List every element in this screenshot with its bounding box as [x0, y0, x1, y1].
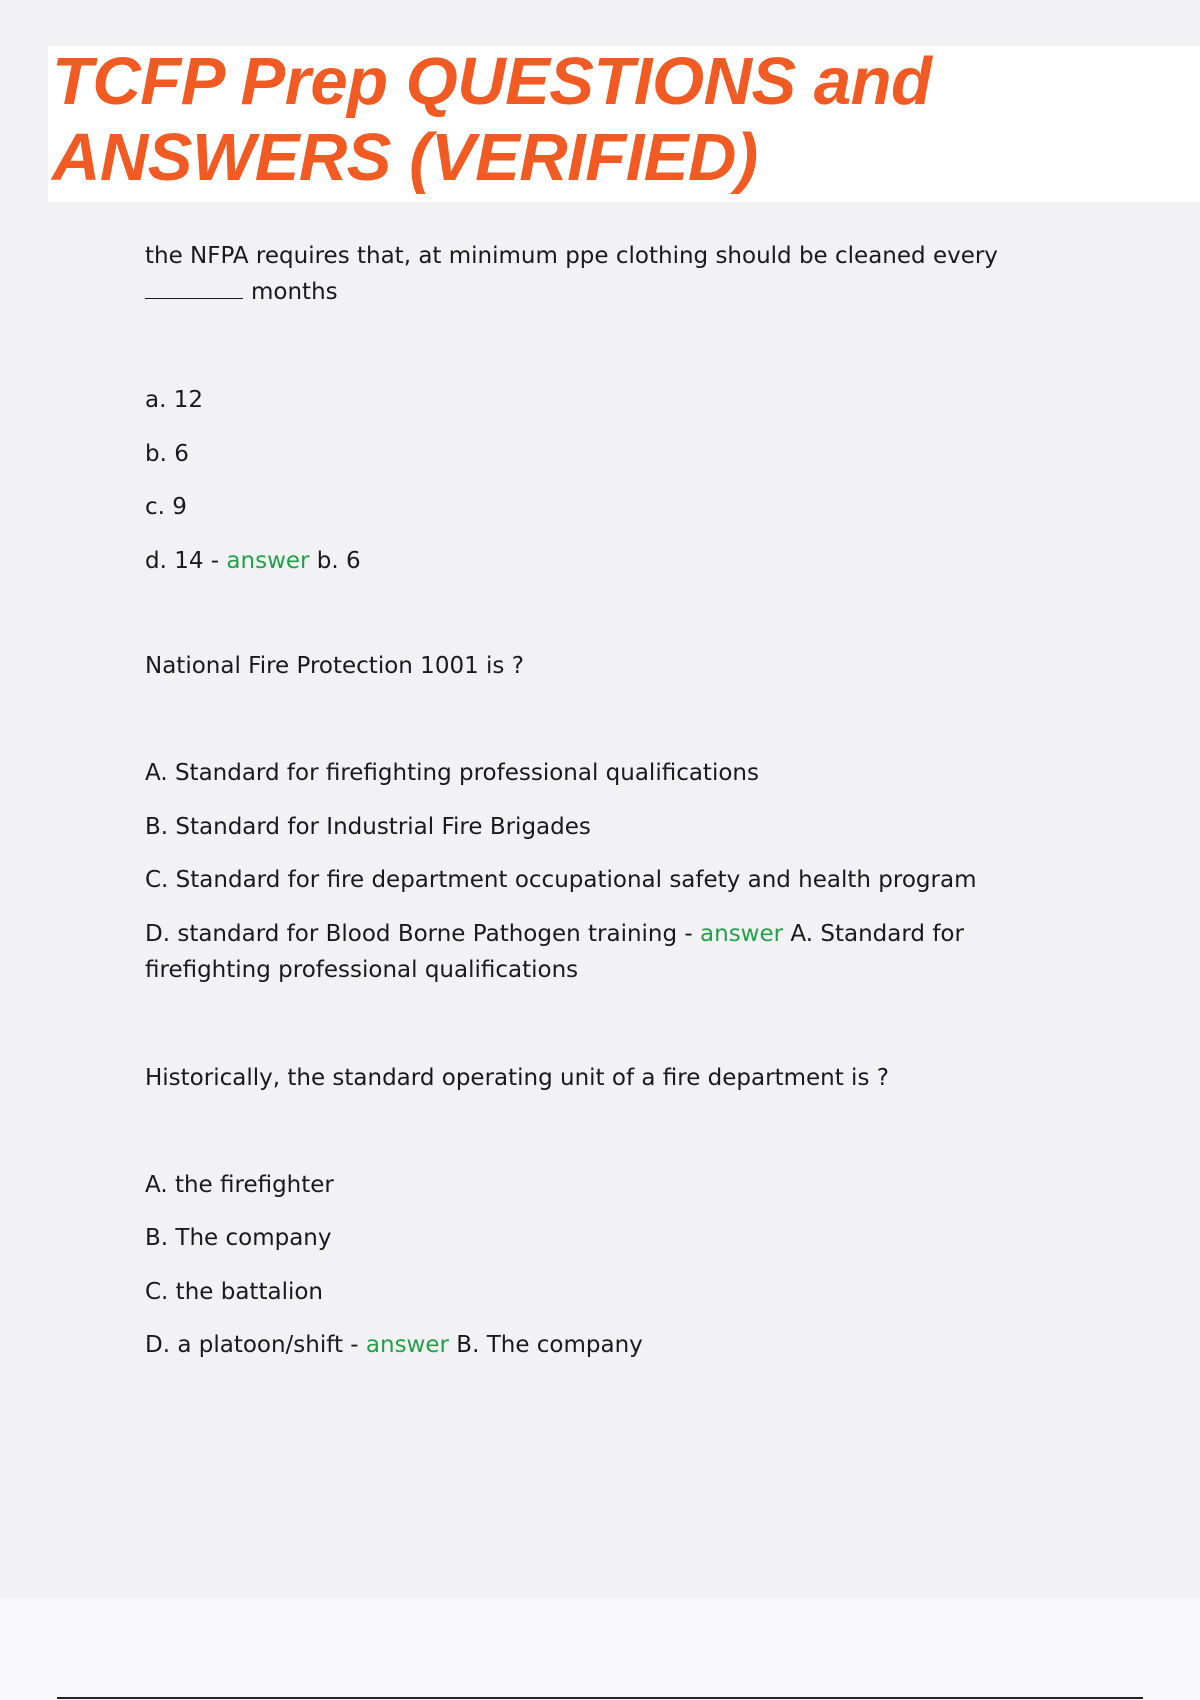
question-1-answer-text: b. 6 [309, 548, 361, 574]
answer-label: answer [700, 921, 784, 947]
question-3-option-a: A. the firefighter [145, 1172, 334, 1198]
fill-in-blank-line [145, 276, 243, 299]
question-3-option-b: B. The company [145, 1225, 332, 1251]
answer-label: answer [226, 548, 310, 574]
document-title-line-2: ANSWERS (VERIFIED) [52, 120, 758, 195]
question-1-prompt [145, 238, 1005, 310]
question-3-option-c: C. the battalion [145, 1279, 323, 1305]
question-3-answer-text: B. The company [448, 1332, 643, 1358]
question-2-option-b: B. Standard for Industrial Fire Brigades [145, 814, 591, 840]
question-2-option-a: A. Standard for firefighting professional qualifications [145, 760, 759, 786]
question-2-option-c: C. Standard for fire department occupational safety and health program [145, 867, 977, 893]
question-1-option-b: b. 6 [145, 441, 189, 467]
page-divider [57, 1697, 1143, 1699]
document-title-line-1: TCFP Prep QUESTIONS and [52, 44, 932, 119]
question-2-option-d [145, 916, 1005, 988]
page-bottom-area [0, 1598, 1200, 1700]
question-3-prompt: Historically, the standard operating unit of a fire department is ? [145, 1065, 889, 1091]
answer-label: answer [365, 1332, 449, 1358]
question-1-prompt-line-1: the NFPA requires that, at minimum ppe clothing should be cleaned every [145, 243, 998, 269]
question-2-prompt: National Fire Protection 1001 is ? [145, 653, 524, 679]
question-2-option-d-text: D. standard for Blood Borne Pathogen training - [145, 921, 701, 947]
question-3-option-d-text: D. a platoon/shift - [145, 1332, 366, 1358]
question-2-answer-text: A. Standard for firefighting professional qualifications [145, 921, 964, 983]
question-1-option-d-text: d. 14 - [145, 548, 227, 574]
question-1-option-d [145, 543, 1005, 579]
question-1-prompt-line-2: months [251, 279, 338, 305]
question-1-option-a: a. 12 [145, 387, 203, 413]
question-3-option-d [145, 1327, 1005, 1363]
question-1-option-c: c. 9 [145, 494, 187, 520]
